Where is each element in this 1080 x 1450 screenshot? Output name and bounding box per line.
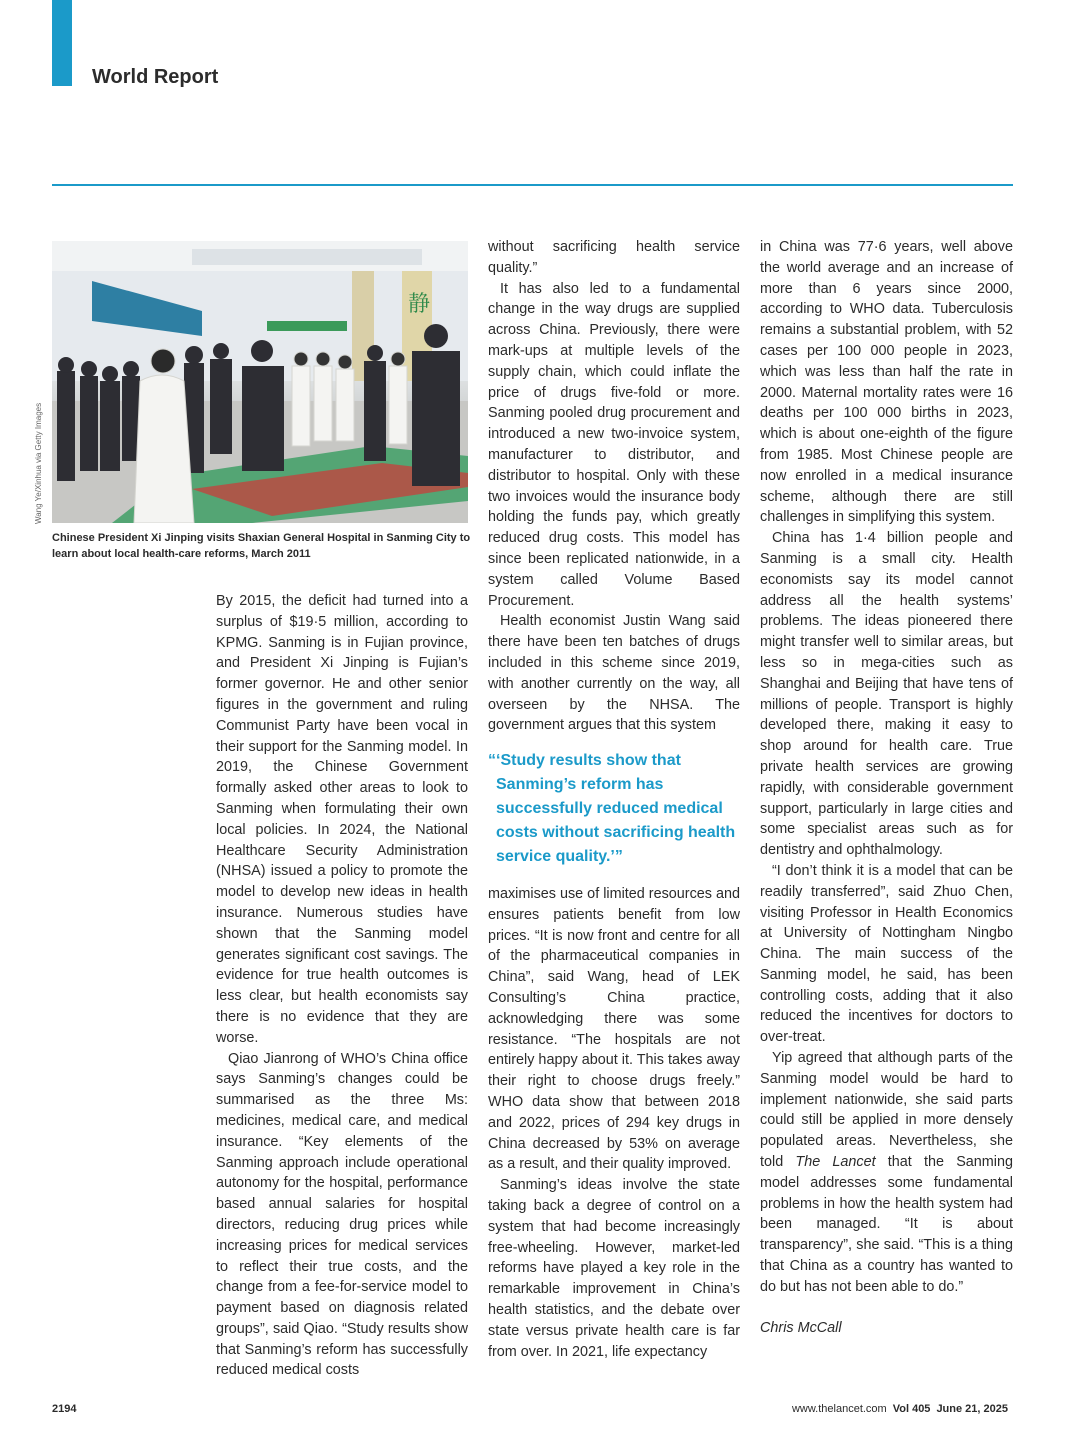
paragraph: without sacrificing health service quality.” [488, 239, 740, 276]
pull-quote [488, 749, 746, 869]
column-1 [216, 591, 468, 1381]
paragraph: Health economist Justin Wang said there have been ten batches of drugs included in this scheme since 2019, with another currently on the way, all overseen by the NHSA. The government argues that this system [488, 613, 740, 734]
pull-quote-open-mark: “ [488, 752, 496, 769]
page-number: 2194 [52, 1403, 77, 1415]
paragraph-text: Yip agreed that although parts of the Sanming model would be hard to implement nationwide, she said parts could still be applied in more densely populated areas. Nevertheless, she told [760, 1050, 1013, 1171]
column-2-top [488, 237, 740, 736]
paragraph: It has also led to a fundamental change in the way drugs are supplied across China. Previously, there were mark-ups at multiple levels of the supply chain, which could inflate the price of drugs five-fold or more. Sanming pooled drug procurement and introduced a new two-invoice system, manufacturer to distributor, and distributor to hospital. Only with these two invoices would the insurance body holding the funds pay, which greatly reduced drug costs. This model has since been replicated nationwide, in a system called Volume Based Procurement. [488, 280, 740, 609]
photo-credit: Wang Ye/Xinhua via Getty Images [34, 402, 43, 524]
issue-date: June 21, 2025 [936, 1403, 1008, 1415]
section-title: World Report [92, 66, 219, 88]
column-2-bottom [488, 884, 740, 1362]
paragraph [760, 1048, 1013, 1298]
paragraph: “I don’t think it is a model that can be readily transferred”, said Zhuo Chen, visiting Professor in Health Economics at University of Nottingham Ningbo China. The main success of the Sanming model, he said, has been controlling costs, adding that it also reduced the incentives for doctors to over-treat. [760, 862, 1013, 1046]
sign-character: 静 [408, 292, 431, 317]
paragraph: in China was 77·6 years, well above the world average and an increase of more than 6 years since 2000, according to WHO data. Tuberculosis remains a substantial problem, with 52 cases per 100 000 people in 2023, which was less than half the rate in 2000. Maternal mortality rates were 16 deaths per 100 000 births in 2023, which is about one-eighth of the figure from 1985. Most Chinese people are now enrolled in a medical insurance scheme, although there are still challenges in simplifying this system. [760, 239, 1013, 526]
journal-volume: Vol 405 [892, 1403, 931, 1415]
photo-caption: Chinese President Xi Jinping visits Shaxian General Hospital in Sanming City to learn about local health-care reforms, March 2011 [52, 532, 471, 560]
news-photo [52, 241, 468, 523]
journal-website[interactable]: www.thelancet.com [791, 1403, 887, 1415]
header-rule [52, 184, 1013, 186]
footer-journal-info [792, 1403, 1008, 1415]
paragraph-text: that the Sanming model addresses some fundamental problems in how the health system had been managed. “It is about transparency”, she said. “This is a thing that China as a country has wanted to do but has not been able to do.” [760, 1154, 1013, 1295]
photo-illustration [52, 241, 468, 523]
journal-name: The Lancet [795, 1154, 876, 1171]
accent-bar [52, 0, 72, 86]
column-3 [760, 237, 1013, 1338]
paragraph: By 2015, the deficit had turned into a surplus of $19·5 million, according to KPMG. Sanming is in Fujian province, and President Xi Jinping is Fujian’s former governor. He and other senior figures in the government and ruling Communist Party have been vocal in their support for the Sanming model. In 2019, the Chinese Government formally asked other areas to look to Sanming when formulating their own local policies. In 2024, the National Healthcare Security Administration (NHSA) issued a policy to promote the model to develop new ideas in health insurance. Numerous studies have shown that the Sanming model generates significant cost savings. The evidence for true health outcomes is less clear, but health economists say there is no evidence that they are worse. [216, 593, 468, 1046]
byline: Chris McCall [760, 1319, 842, 1336]
paragraph: Qiao Jianrong of WHO’s China office says Sanming’s changes could be summarised as the three Ms: medicines, medical care, and medical insurance. “Key elements of the Sanming approach include operational autonomy for the hospital, performance based annual salaries for hospital directors, reducing drug prices while increasing prices for medical services to reflect their true costs, and the change from a fee-for-service model to payment based on diagnosis related groups”, said Qiao. “Study results show that Sanming’s reform has successfully reduced medical costs [216, 1050, 468, 1379]
paragraph: China has 1·4 billion people and Sanming is a small city. Health economists say its model cannot address all the health systems’ problems. The ideas pioneered there might transfer well to similar areas, but less so in mega-cities such as Shanghai and Beijing that have tens of millions of people. Transport is highly developed there, making it easy to shop around for health care. True private health services are growing rapidly, with considerable government support, particularly in large cities and some specialist areas such as for dentistry and ophthalmology. [760, 530, 1013, 859]
paragraph: Sanming’s ideas involve the state taking back a degree of control on a system that had become increasingly free-wheeling. However, market-led reforms have played a key role in the remarkable improvement in China’s health statistics, and the debate over state versus private health care is far from over. In 2021, life expectancy [488, 1177, 740, 1360]
pull-quote-text: ‘Study results show that Sanming’s reform has successfully reduced medical costs without sacrificing health service quality.’” [496, 752, 736, 865]
paragraph: maximises use of limited resources and ensures patients benefit from low prices. “It is now front and centre for all of the pharmaceutical companies in China”, said Wang, head of LEK Consulting’s China practice, acknowledging there was some resistance. “The hospitals are not entirely happy about it. This takes away their right to choose drugs freely.” WHO data show that between 2018 and 2022, prices of 294 key drugs in China decreased by 53% on average as a result, and their quality improved. [488, 886, 740, 1173]
